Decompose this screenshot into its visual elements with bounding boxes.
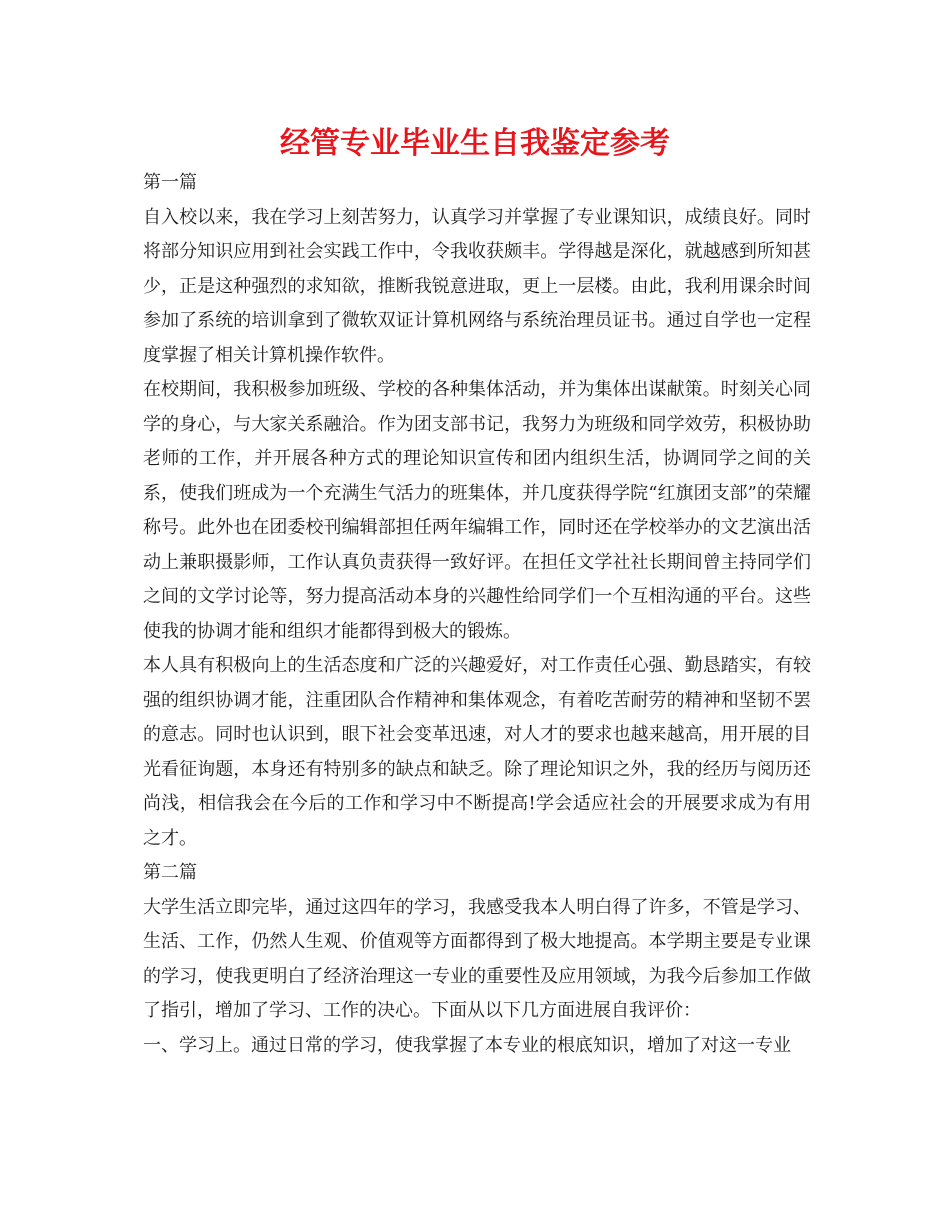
paragraph: 在校期间，我积极参加班级、学校的各种集体活动，并为集体出谋献策。时刻关心同学的身心，与大家关系融洽。作为团支部书记，我努力为班级和同学效劳，积极协助老师的工作，并开展各种方式的理论知识宣传和团内组织生活，协调同学之间的关系，使我们班成为一个充满生气活力的班集体，并几度获得学院“红旗团支部”的荣耀称号。此外也在团委校刊编辑部担任两年编辑工作，同时还在学校举办的文艺演出活动上兼职摄影师，工作认真负责获得一致好评。在担任文学社社长期间曾主持同学们之间的文学讨论等，努力提高活动本身的兴趣性给同学们一个互相沟通的平台。这些使我的协调才能和组织才能都得到极大的锻炼。 [143,379,811,642]
paragraph: 自入校以来，我在学习上刻苦努力，认真学习并掌握了专业课知识，成绩良好。同时将部分知识应用到社会实践工作中，令我收获颇丰。学得越是深化，就越感到所知甚少，正是这种强烈的求知欲，推断我锐意进取，更上一层楼。由此，我利用课余时间参加了系统的培训拿到了微软双证计算机网络与系统治理员证书。通过自学也一定程度掌握了相关计算机操作软件。 [143,206,811,366]
document-title: 经管专业毕业生自我鉴定参考 [280,126,670,161]
paragraph: 一、学习上。通过日常的学习，使我掌握了本专业的根底知识，增加了对这一专业 [143,1034,791,1056]
document-body [143,166,811,1063]
paragraph: 本人具有积极向上的生活态度和广泛的兴趣爱好，对工作责任心强、勤恳踏实，有较强的组织协调才能，注重团队合作精神和集体观念，有着吃苦耐劳的精神和坚韧不罢的意志。同时也认识到，眼下社会变革迅速，对人才的要求也越来越高，用开展的目光看征询题，本身还有特别多的缺点和缺乏。除了理论知识之外，我的经历与阅历还尚浅，相信我会在今后的工作和学习中不断提高!学会适应社会的开展要求成为有用之才。 [143,655,811,849]
section-heading-1: 第一篇 [143,172,197,193]
section-heading-2: 第二篇 [143,862,197,883]
paragraph: 大学生活立即完毕，通过这四年的学习，我感受我本人明白得了许多，不管是学习、生活、工作，仍然人生观、价值观等方面都得到了极大地提高。本学期主要是专业课的学习，使我更明白了经济治理这一专业的重要性及应用领域，为我今后参加工作做了指引，增加了学习、工作的决心。下面从以下几方面进展自我评价： [143,896,811,1021]
